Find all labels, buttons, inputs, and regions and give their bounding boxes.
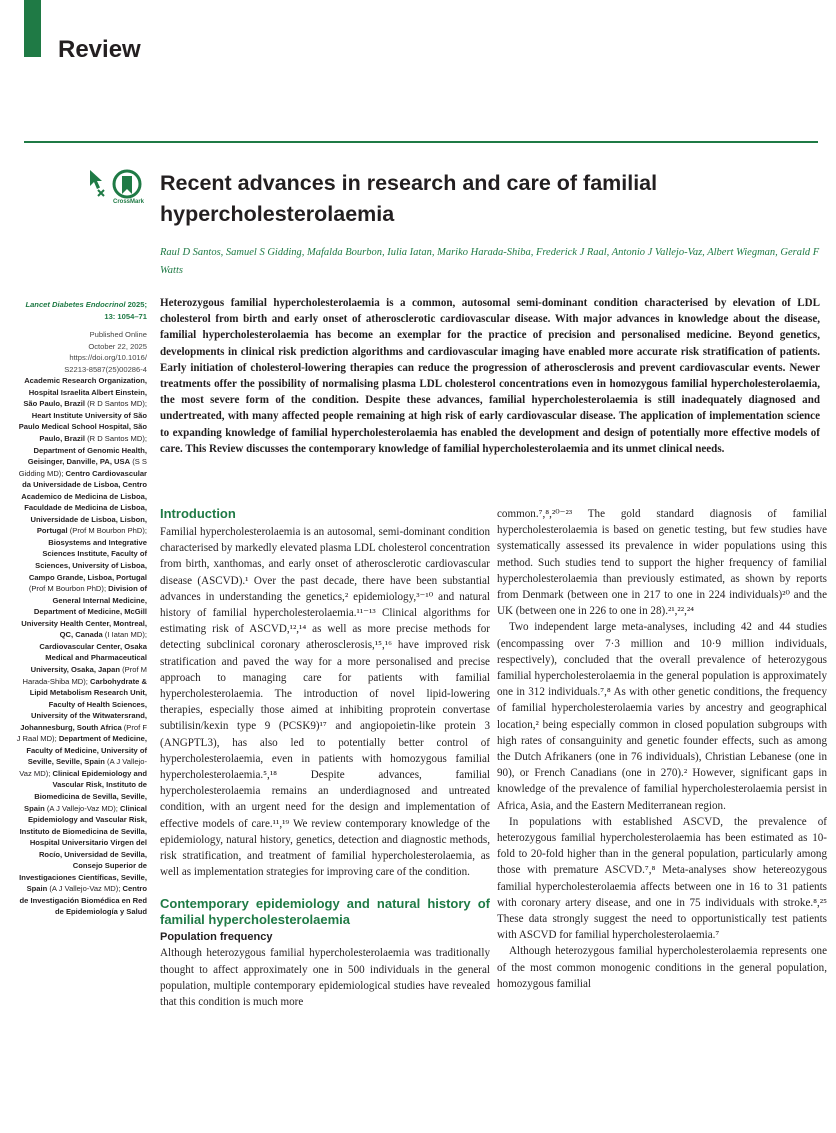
doi-link[interactable]: https://doi.org/10.1016/ [69,353,147,363]
affiliation-author: (R D Santos MD); [84,434,147,444]
section-heading-epidemiology: Contemporary epidemiology and natural history of familial hypercholesterolaemia [160,896,490,928]
subsection-heading-population-frequency: Population frequency [160,931,273,944]
pii-identifier: S2213-8587(25)00286-4 [64,364,147,374]
affiliation-org: Clinical Epidemiology and Vascular Risk, Instituto de Biomedicina de Sevilla, Seville, Spain [24,768,147,813]
affiliation-org: Clinical Epidemiology and Vascular Risk, Instituto de Biomedicina de Sevilla, Hospital Universitario Virgen del Rocío, Universidad de Sevilla, Consejo Superior de Investigaciones Científicas, Seville, Spain [19,803,147,894]
affiliation-org: Academic Research Organization, Hospital Israelita Albert Einstein, São Paulo, Brazil [23,376,147,409]
affiliation-author: (Prof M Bourbon PhD); [28,584,109,594]
journal-volume: 13: 1054–71 [104,311,147,321]
article-sidebar [16,299,147,918]
published-date: October 22, 2025 [88,341,147,351]
affiliation-org: Heart Institute University of São Paulo Medical School Hospital, São Paulo, Brazil [18,410,147,444]
affiliation-org: Centro Cardiovascular da Universidade de Lisboa, Centro Academico de Medicina de Lisboa, Faculdade de Medicina de Lisboa, Universidade de Lisboa, Lisbon, Portugal [21,468,147,536]
crossmark-icon [86,168,150,212]
body-column-right [497,506,827,992]
affiliation-author: (Prof F J Raal MD); [16,722,147,744]
crossmark-label: CrossMark [113,199,145,205]
body-paragraph: Although heterozygous familial hypercholesterolaemia represents one of the most common monogenic conditions in the general population, homozygous familial [497,945,827,990]
affiliation-org: Carbohydrate & Lipid Metabolism Research Unit, Faculty of Health Sciences, University of the Witwatersrand, Johannesburg, South Africa [20,676,147,732]
body-paragraph: In populations with established ASCVD, the prevalence of heterozygous familial hypercholesterolaemia has been estimated as 10-fold to 20-fold higher than in the general population, particularly among those with premature ASCVD.⁷,⁸ Meta-analyses show hetereozygous familial hypercholesterolaemia affects between one in 16 to 31 patients with coronary artery disease, and one in 75 individuals with stroke.⁸,²⁵ These data strongly suggest the need to opportunistically test patients with ASCVD for familial hypercholesterolaemia.⁷ [497,815,827,942]
author-list[interactable]: Raul D Santos, Samuel S Gidding, Mafalda Bourbon, Iulia Iatan, Mariko Harada-Shiba, Frederick J Raal, Antonio J Vallejo-Vaz, Albert Wiegman, Gerald F Watts [160,247,820,276]
article-title: Recent advances in research and care of familial hypercholesterolaemia [160,171,658,226]
journal-citation: Lancet Diabetes Endocrinol 2025; [25,300,147,309]
body-paragraph: common.⁷,⁸,²⁰⁻²³ The gold standard diagnosis of familial hypercholesterolaemia is based on genetic testing, but few studies have systematically assessed its prevalence in wider populations using this method. Such studies tend to support the higher frequency of familial hypercholesterolaemia than previously estimated, as shown by reports from Denmark (between one in 217 to one in 224 individuals)²⁰ and the UK (between one in 226 to one in 28).²¹,²²,²⁴ [497,508,827,618]
affiliation-org: Cardiovascular Center, Osaka Medical and Pharmaceutical University, Osaka, Japan [30,641,147,674]
published-label: Published Online [89,330,147,340]
crossmark-badge[interactable] [86,168,150,212]
body-paragraph: Two independent large meta-analyses, including 42 and 44 studies (encompassing over 7·3 million and 10·9 million individuals, respectively), concluded that the overall prevalence of heterozygous familial hypercholesterolaemia in the general population is approximately one in 312 individuals.⁷,⁸ As with other genetic conditions, the frequency of familial hypercholesterolaemia varies by ancestry and geographical location,² being especially common in closed population subgroups with high rates of consanguinity and genetic founder effects, such as among the Dutch Afrikaners (one in 76 individuals), Christian Lebanese (one in 90), or French Canadians (one in 270).² However, significant gaps in knowledge of the prevalence of familial hypercholesterolaemia persist in Africa, Asia, and the Eastern Mediterranean region. [497,621,827,812]
affiliation-org: Biosystems and Integrative Sciences Institute, Faculty of Sciences, University of Lisboa, Campo Grande, Lisboa, Portugal [28,537,147,582]
body-column-left [160,506,490,1010]
affiliation-org: Department of Genomic Health, Geisinger, Danville, PA, USA [27,445,147,467]
journal-color-bar [24,0,41,57]
affiliation-author: (A J Vallejo-Vaz MD); [19,757,147,778]
affiliation-author: (S S Gidding MD); [18,457,147,478]
affiliation-author: (I Iatan MD); [102,630,147,640]
body-paragraph: Although heterozygous familial hypercholesterolaemia was traditionally thought to affect approximately one in 500 individuals in the general population, multiple contemporary epidemiological studies have revealed that this condition is much more [160,947,490,1009]
affiliation-author: (Prof M Harada-Shiba MD); [22,664,147,686]
affiliation-author: (A J Vallejo-Vaz MD); [47,884,123,894]
abstract: Heterozygous familial hypercholesterolaemia is a common, autosomal semi-dominant condition characterised by elevation of LDL cholesterol from birth and early onset of atherosclerotic cardiovascular disease. With major advances in knowledge about the disease, familial hypercholesterolaemia has become an exemplar for the practice of precision and personalised medicine. Beyond genetics, developments in clinical risk prediction algorithms and cardiovascular imaging have enabled more accurate risk stratification of patients. Early initiation of cholesterol-lowering therapies can reduce the progression of atherosclerosis and prevent cardiovascular events. Newer treatments offer the possibility of normalising plasma LDL cholesterol concentrations even in homozygous familial hypercholesterolaemia, the most severe form of the condition. Despite these advances, familial hypercholesterolaemia is still inadequately diagnosed and undertreated, with many affected people remaining at high risk of early cardiovascular disease. The application of implementation science to expanding knowledge of familial hypercholesterolaemia has enabled the development and design of potentially more effective models of care. This Review discusses the contemporary knowledge of familial hypercholesterolaemia and its unmet clinical needs. [160,297,820,455]
affiliations [16,375,147,918]
body-paragraph: Familial hypercholesterolaemia is an autosomal, semi-dominant condition characterised by markedly elevated plasma LDL cholesterol concentration from birth, xanthomas, and early onset of atherosclerotic cardiovascular disease (ASCVD).¹ Over the past decade, there have been substantial advances in understanding the genetics,² epidemiology,³⁻¹⁰ and natural history of familial hypercholesterolaemia.¹¹⁻¹³ Clinical algorithms for estimating risk of ASCVD,¹²,¹⁴ as well as more precise methods for detecting subclinical coronary atherosclerosis,¹⁵,¹⁶ have improved risk stratification and paved the way for a more personalised and precise approach to managing care for patients with familial hypercholesterolaemia. The introduction of novel lipid-lowering therapies, especially those aimed at inhibiting proprotein convertase subtilisin/kexin type 9 (PCSK9)¹⁷ and angiopoietin-like protein 3 (ANGPTL3), has also led to potentially better control of hypercholesterolaemia, even in patients with homozygous familial hypercholesterolaemia.⁵,¹⁸ Despite advances, familial hypercholesterolaemia remains an underdiagnosed and untreated condition, with an urgent need for the design and implementation of effective models of care.¹¹,¹⁹ We review contemporary knowledge of the epidemiology, natural history, genetics, detection and diagnostic methods, risk stratification, and treatment of familial hypercholesterolaemia, as well as implementation strategies for improving care of the condition. [160,526,490,879]
affiliation-org: Division of General Internal Medicine, Department of Medicine, McGill University Health Center, Montreal, QC, Canada [21,584,147,640]
affiliation-author: (A J Vallejo-Vaz MD); [44,803,120,813]
affiliation-author: (R D Santos MD); [84,399,147,409]
section-heading-introduction: Introduction [160,506,236,521]
affiliation-org: Department of Medicine, Faculty of Medicine, University of Seville, Seville, Spain [26,734,147,767]
affiliation-author: (Prof M Bourbon PhD); [67,526,147,536]
header-rule [24,141,818,143]
affiliation-org: Centro de Investigación Biomédica en Red de Epidemiología y Salud [19,884,147,917]
section-label: Review [58,36,141,63]
